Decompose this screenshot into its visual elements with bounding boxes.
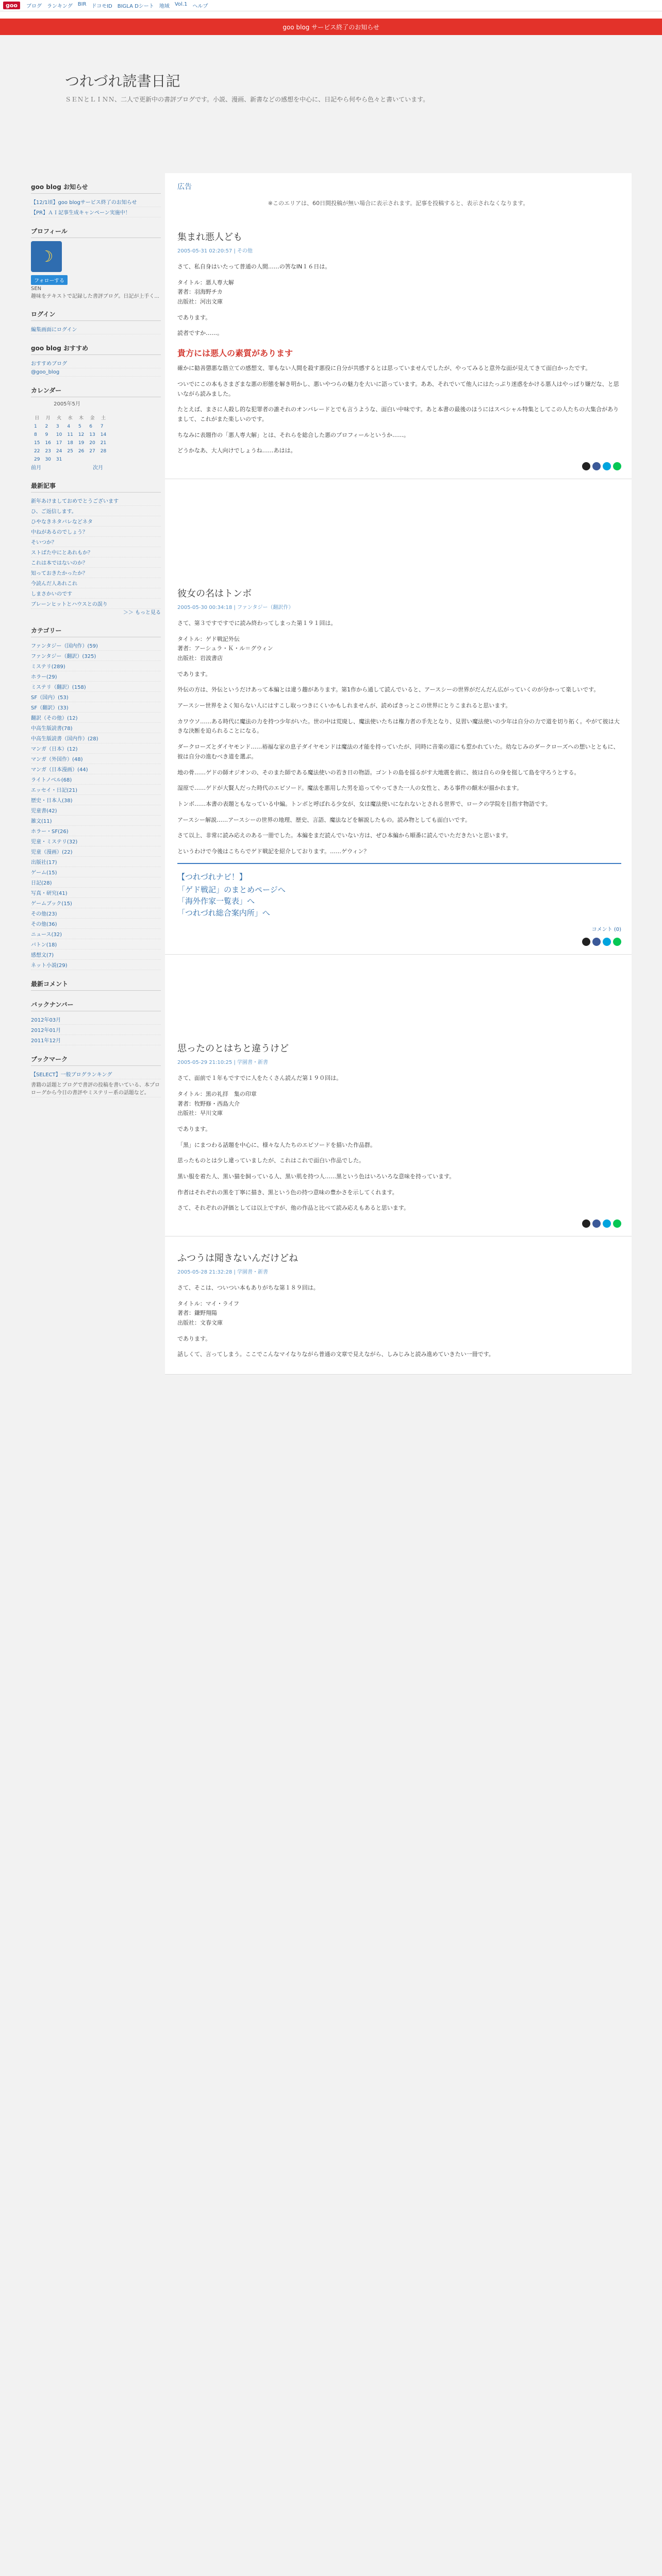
category-item[interactable]: ホラー・SF(26) — [31, 826, 161, 836]
navi-link[interactable]: 「ゲド戦記」のまとめページへ — [177, 885, 286, 894]
notice-title: goo blog お知らせ — [31, 182, 161, 194]
main-column — [165, 173, 632, 1375]
goo-logo[interactable]: goo — [3, 2, 20, 9]
category-item[interactable]: マンガ（日本）(12) — [31, 743, 161, 754]
post-paragraph: アースシー解説……アースシーの世界の地理、歴史、言語、魔法などを解説したもの。読み物としても面白いです。 — [177, 816, 471, 823]
calendar-day[interactable]: 5 — [78, 424, 81, 429]
backnumber-item[interactable]: 2012年03月 — [31, 1014, 161, 1025]
category-item[interactable]: ライトノベル(68) — [31, 774, 161, 785]
post-paragraph: であります。 — [177, 670, 211, 677]
post-paragraph: 思ったものとは少し違っていましたが、これはこれで面白い作品でした。 — [177, 1157, 365, 1164]
notice-box — [31, 182, 161, 217]
top-nav-item[interactable]: ランキング — [47, 4, 73, 9]
blog-post — [165, 215, 632, 479]
recommend-item[interactable]: @goo_blog — [31, 368, 161, 377]
category-item[interactable]: 児童・ミステリ(32) — [31, 836, 161, 846]
share-buttons — [177, 938, 621, 946]
calendar-day[interactable]: 16 — [45, 440, 51, 446]
category-item[interactable]: 日記(28) — [31, 877, 161, 888]
calendar-day[interactable]: 6 — [89, 424, 92, 429]
calendar-day[interactable]: 2 — [45, 424, 48, 429]
calendar-day[interactable]: 8 — [34, 432, 37, 437]
notice-item[interactable]: 【PR】ＡＩ記事生成キャンペーン実施中！ — [31, 207, 161, 217]
login-link[interactable]: 編集画面にログイン — [31, 324, 161, 334]
post-paragraph: さて、そこは、ついつい本もありがちな第１８９回は。 — [177, 1284, 319, 1291]
calendar-weekday: 日 — [35, 416, 40, 421]
post-title[interactable]: 集まれ悪人ども — [177, 232, 242, 243]
hatena-share-icon[interactable] — [603, 462, 611, 470]
post-heading: 貴方には悪人の素質があります — [177, 348, 293, 359]
top-nav-item[interactable]: BIGLA Dシート — [117, 4, 154, 9]
calendar-day[interactable]: 30 — [45, 457, 51, 462]
calendar-day[interactable]: 27 — [89, 449, 95, 454]
calendar-day[interactable]: 18 — [67, 440, 73, 446]
bookmark-box — [31, 1055, 161, 1097]
post-paragraph: どうかなあ、大人向けでしょうね……あはは。 — [177, 447, 296, 454]
recommend-box — [31, 344, 161, 377]
calendar-day[interactable] — [65, 456, 75, 463]
top-nav-item[interactable]: BIR — [77, 2, 87, 7]
x-share-icon[interactable] — [582, 1219, 590, 1228]
calendar-day[interactable]: 10 — [56, 432, 62, 437]
recent-item[interactable]: 中ねがあるのでしょう？ — [31, 527, 161, 537]
recent-item[interactable]: 今読んだ人あれこれ — [31, 578, 161, 588]
post-spacer — [165, 479, 632, 572]
post-paragraph: であります。 — [177, 1125, 211, 1132]
post-paragraph: さて、それぞれの評価としては以上ですが、他の作品と比べて読み応えもあると思います。 — [177, 1205, 409, 1212]
recent-title: 最新記事 — [31, 481, 161, 493]
navi-box — [177, 863, 621, 922]
bookmark-item[interactable]: 【SELECT】一般ブログランキング — [31, 1069, 161, 1079]
service-end-text[interactable]: goo blog サービス終了のお知らせ — [283, 23, 379, 31]
top-nav-item[interactable]: Vol.1 — [174, 2, 188, 7]
calendar-day[interactable]: 28 — [100, 449, 107, 454]
post-paragraph: カワウソ……ある時代に魔法の力を持つ少年がいた。世の中は荒廃し、魔法使いたちは権力者の手先となり、見習い魔法使いの少年は自分の力で道を切り拓く。やがて彼は大きな決断を迫られることになる。 — [177, 718, 620, 735]
category-item[interactable]: ホラー(29) — [31, 671, 161, 682]
recent-item[interactable]: そいつか？ — [31, 537, 161, 547]
blog-post — [165, 1236, 632, 1375]
calendar-day[interactable]: 11 — [67, 432, 73, 437]
calendar-day[interactable]: 9 — [45, 432, 48, 437]
calendar-month: 2005年5月 — [54, 401, 80, 407]
category-item[interactable]: SF（国内）(53) — [31, 692, 161, 702]
calendar-weekday: 火 — [57, 416, 62, 421]
post-paragraph: 黒い服を着た人、黒い猫を飼っている人、黒い肌を持つ人……黒という色はいろいろな意味を持っています。 — [177, 1173, 455, 1180]
blog-post — [165, 1027, 632, 1236]
category-item[interactable]: 中高生版読書(78) — [31, 723, 161, 733]
hatena-share-icon[interactable] — [603, 938, 611, 946]
calendar-title: カレンダー — [31, 386, 161, 397]
category-item[interactable]: 雑文(11) — [31, 816, 161, 826]
login-title: ログイン — [31, 310, 161, 321]
facebook-share-icon[interactable] — [592, 1219, 601, 1228]
post-paragraph: ついでにこの本もさまざまな悪の形態を解き明かし、悪いやつらの魅力を大いに語っています。ああ、それでいて他人にはたっぷり迷惑をかける悪人はやっぱり嫌だな、と思いながら読みました。 — [177, 380, 619, 397]
recent-item[interactable]: 知っておきたかったか？ — [31, 568, 161, 578]
facebook-share-icon[interactable] — [592, 938, 601, 946]
category-item[interactable]: マンガ（外国作）(48) — [31, 754, 161, 764]
category-item[interactable]: ニュース(32) — [31, 929, 161, 939]
post-title[interactable]: 思ったのとはちと違うけど — [177, 1043, 289, 1055]
calendar-day[interactable]: 20 — [89, 440, 95, 446]
category-box — [31, 626, 161, 970]
calendar-day[interactable]: 24 — [56, 449, 62, 454]
comments-box — [31, 979, 161, 991]
calendar-day[interactable]: 13 — [89, 432, 95, 437]
post-paragraph: 「黒」にまつわる話題を中心に、様々な人たちのエピソードを描いた作品群。 — [177, 1141, 376, 1148]
post-paragraph: 話しくて、言ってしまう。ここでこんなマイなりながら普通の文章で見えながら、しみじみと読み進めていきたい一冊です。 — [177, 1351, 494, 1358]
post-spacer — [165, 955, 632, 1027]
blog-header — [0, 35, 662, 173]
recommend-title: goo blog おすすめ — [31, 344, 161, 355]
calendar-day[interactable]: 21 — [100, 440, 107, 446]
post-paragraph: さて、私自身はいたって普通の人間……の筈なIN１６日は。 — [177, 263, 331, 270]
recent-item[interactable]: 新年あけましておめでとうございます — [31, 496, 161, 506]
category-item[interactable]: 感想文(7) — [31, 950, 161, 960]
category-item[interactable]: バトン(18) — [31, 939, 161, 950]
recent-item[interactable]: ブレーンヒットとハウスとの誤り — [31, 599, 161, 609]
post-paragraph: であります。 — [177, 314, 211, 321]
calendar-day[interactable]: 7 — [100, 424, 104, 429]
book-info: タイトル：悪人専大解 著者：羽海野チカ 出版社：河出文庫 — [177, 279, 234, 306]
category-title: カテゴリー — [31, 626, 161, 637]
x-share-icon[interactable] — [582, 938, 590, 946]
post-paragraph: というわけで今後はこちらでゲド戦記を紹介しております。……ゲウィン？ — [177, 848, 370, 855]
post-paragraph: ダークローズとダイヤモンド……裕福な家の息子ダイヤモンドは魔法の才能を持っていたが、同時に音楽の道にも惹かれていた。幼なじみのダークローズへの想いとともに、彼は自分の進むべき道を選ぶ。 — [177, 743, 619, 760]
calendar-weekday: 木 — [79, 416, 84, 421]
post-paragraph: 地の骨……ゲドの師オジオンの、そのまた師である魔法使いの若き日の物語。ゴントの島を揺るがす大地震を前に、彼は自らの身を挺して島を守ろうとする。 — [177, 769, 580, 776]
calendar-prev-link[interactable]: 前月 — [31, 465, 41, 471]
recent-item[interactable]: ひやなきネタバレなどネタ — [31, 516, 161, 527]
calendar-day[interactable]: 23 — [45, 449, 51, 454]
post-paragraph: 外伝の方は、外伝というだけあって本編とは違う趣があります。第1作から通して読んでいると、アースシーの世界がだんだん広がっていくのが分かって楽しいです。 — [177, 686, 600, 693]
avatar[interactable]: ☽ — [31, 241, 62, 272]
blog-subtitle: ＳＥＮとＬＩＮＮ、二人で更新中の書評ブログです。小説、漫画、新書などの感想を中心に、日記やら何やら色々と書いています。 — [65, 96, 429, 103]
post-paragraph: さて、面前で１年もですでに人をたくさん読んだ第１９０回は。 — [177, 1075, 342, 1082]
line-share-icon[interactable] — [613, 462, 621, 470]
category-item[interactable]: ゲームブック(15) — [31, 898, 161, 908]
bookmark-title: ブックマーク — [31, 1055, 161, 1066]
category-item[interactable]: 中高生版読書（国内作）(28) — [31, 733, 161, 743]
book-info: タイトル：黒の礼拝 集の印章 著者：牧野修・西島大介 出版社：早川文庫 — [177, 1090, 257, 1117]
calendar-weekday: 水 — [68, 416, 73, 421]
profile-desc: 趣味をテキストで記録した書評ブログ。日記が上手く... — [31, 294, 159, 299]
sidebar — [31, 173, 161, 1097]
top-nav-item[interactable]: 地域 — [159, 4, 170, 9]
category-item[interactable]: 児童書(42) — [31, 805, 161, 816]
goo-top-bar — [0, 0, 662, 11]
x-share-icon[interactable] — [582, 462, 590, 470]
calendar-table — [31, 412, 109, 464]
post-paragraph: 読者ですか……。 — [177, 330, 223, 337]
top-nav-item[interactable]: ドコモID — [91, 4, 112, 9]
post-paragraph: アースシー世界をよく知らない人にはすこし取っつきにくいかもしれませんが、読めばきっとこの世界にとりこまれると思います。 — [177, 702, 511, 709]
navi-link[interactable]: 「海外作家一覧表」へ — [177, 896, 255, 906]
post-meta[interactable]: 2005-05-31 02:20:57 | その他 — [177, 248, 253, 254]
post-paragraph: トンボ……本書の表題ともなっている中編。トンボと呼ばれる少女が、女は魔法使いになれないとされる世界で、ロークの学院を目指す物語です。 — [177, 800, 551, 807]
post-title[interactable]: ふつうは聞きないんだけどね — [177, 1253, 298, 1264]
calendar-day[interactable]: 12 — [78, 432, 85, 437]
blog-post — [165, 572, 632, 955]
post-paragraph: さて以上、非常に読み応えのある一冊でした。本編をまだ読んでいない方は、ぜひ本編から順番に読んでいただきたいと思います。 — [177, 832, 512, 839]
ad-label: 広告 — [177, 183, 192, 191]
profile-box — [31, 227, 161, 300]
calendar-day[interactable]: 14 — [100, 432, 107, 437]
category-item[interactable]: 出版社(17) — [31, 857, 161, 867]
comment-link[interactable]: コメント (0) — [591, 927, 621, 933]
post-paragraph: 作者はそれぞれの黒を丁寧に描き、黒という色の持つ意味の豊かさを示してくれます。 — [177, 1189, 398, 1196]
bookmark-desc: 書籍の話題とブログで書評の投稿を書いている、本プロローグから今日の書評やミステリー系の話題など。 — [31, 1079, 161, 1097]
top-nav — [26, 2, 208, 9]
category-item[interactable]: ゲーム(15) — [31, 867, 161, 877]
category-item[interactable]: ファンタジー（翻訳）(325) — [31, 651, 161, 661]
notice-item[interactable]: 【12/1頃】goo blogサービス終了のお知らせ — [31, 197, 161, 207]
recent-item[interactable]: これは本ではないのか？ — [31, 557, 161, 568]
follow-button[interactable]: フォローする — [31, 275, 68, 285]
top-nav-item[interactable]: ブログ — [26, 4, 42, 9]
content-area — [0, 173, 662, 2576]
ad-text: ※このエリアは、60日間投稿が無い場合に表示されます。記事を投稿すると、表示されなくなります。 — [268, 200, 529, 207]
post-meta[interactable]: 2005-05-30 00:34:18 | ファンタジー（翻訳作） — [177, 604, 294, 611]
calendar-next-link[interactable]: 次月 — [93, 465, 103, 471]
category-item[interactable]: ミステリ(289) — [31, 661, 161, 671]
calendar-day[interactable]: 26 — [78, 449, 85, 454]
line-share-icon[interactable] — [613, 1219, 621, 1228]
recent-item[interactable]: ストばた中にとあれもか？ — [31, 547, 161, 557]
calendar-day[interactable]: 25 — [67, 449, 73, 454]
category-item[interactable]: 児童（漫画）(22) — [31, 846, 161, 857]
calendar-day[interactable]: 15 — [34, 440, 40, 446]
calendar-day[interactable]: 29 — [34, 457, 40, 462]
book-info: タイトル：ゲド戦記外伝 著者：アーシュラ・Ｋ・ル＝グウィン 出版社：岩波書店 — [177, 635, 273, 662]
profile-title: プロフィール — [31, 227, 161, 238]
post-meta[interactable]: 2005-05-28 21:32:28 | 学園書・新書 — [177, 1269, 268, 1275]
calendar-weekday: 土 — [101, 416, 106, 421]
recent-more-link[interactable]: ＞＞ もっと見る — [123, 610, 161, 616]
post-paragraph: 湿原で……ゲドが大賢人だった時代のエピソード。魔法を悪用した男を追ってやってきた一人の女性と、ある事件の顛末が描かれます。 — [177, 785, 523, 792]
share-buttons — [177, 462, 621, 470]
navi-link[interactable]: 「つれづれ総合案内所」へ — [177, 908, 270, 918]
recent-box — [31, 481, 161, 617]
line-share-icon[interactable] — [613, 938, 621, 946]
post-title[interactable]: 彼女の名はトンボ — [177, 588, 252, 599]
ad-area — [165, 173, 632, 215]
login-box — [31, 310, 161, 334]
facebook-share-icon[interactable] — [592, 462, 601, 470]
post-paragraph: さて、第３ですですでに読み終わってしまった第１９１回は。 — [177, 619, 337, 626]
calendar-day[interactable]: 31 — [56, 457, 62, 462]
service-end-banner[interactable] — [0, 19, 662, 35]
backnumber-item[interactable]: 2012年01月 — [31, 1025, 161, 1035]
recent-item[interactable]: ひ、ご返信します。 — [31, 506, 161, 516]
profile-name: SEN — [31, 286, 42, 292]
category-item[interactable]: 歴史・日本人(38) — [31, 795, 161, 805]
recent-item[interactable]: しまさかいのです — [31, 588, 161, 599]
calendar-day[interactable]: 4 — [67, 424, 71, 429]
category-item[interactable]: ネット小説(29) — [31, 960, 161, 970]
navi-title: 【つれづれナビ！】 — [177, 872, 247, 882]
calendar-day[interactable] — [98, 456, 108, 463]
calendar-day[interactable]: 17 — [56, 440, 62, 446]
calendar-box — [31, 386, 161, 472]
comments-title: 最新コメント — [31, 979, 161, 991]
calendar-day[interactable]: 3 — [56, 424, 59, 429]
category-item[interactable]: マンガ（日本漫画）(44) — [31, 764, 161, 774]
calendar-day[interactable]: 22 — [34, 449, 40, 454]
calendar-weekday: 金 — [90, 416, 95, 421]
book-info: タイトル：マイ・ライフ 著者：鎌野翔陽 出版社：文春文庫 — [177, 1300, 239, 1327]
category-item[interactable]: 翻訳（その他）(12) — [31, 713, 161, 723]
category-item[interactable]: その他(36) — [31, 919, 161, 929]
category-item[interactable]: ミステリ（翻訳）(158) — [31, 682, 161, 692]
backnumber-item[interactable]: 2011年12月 — [31, 1035, 161, 1045]
backnumber-title: バックナンバー — [31, 1000, 161, 1011]
post-paragraph: たとえば、まさに人殺し的な犯罪者の誰それのオンパレードとでも言うような、面白い中味です。あと本書の最後のほうにはスペシャル特集としてこの人たちの大集合がありまして、これがまた楽しいのです。 — [177, 406, 619, 422]
category-item[interactable]: エッセイ・日記(21) — [31, 785, 161, 795]
calendar-day[interactable] — [76, 456, 86, 463]
calendar-day[interactable] — [87, 456, 97, 463]
recommend-item[interactable]: おすすめブログ — [31, 358, 161, 368]
category-item[interactable]: 写真・研究(41) — [31, 888, 161, 898]
hatena-share-icon[interactable] — [603, 1219, 611, 1228]
post-meta[interactable]: 2005-05-29 21:10:25 | 学園書・新書 — [177, 1060, 268, 1066]
top-nav-item[interactable]: ヘルプ — [192, 4, 208, 9]
calendar-weekday: 月 — [45, 416, 51, 421]
calendar-day[interactable]: 1 — [34, 424, 37, 429]
post-paragraph: であります。 — [177, 1335, 211, 1342]
blog-title[interactable]: つれづれ読書日記 — [65, 73, 180, 90]
category-item[interactable]: SF（翻訳）(33) — [31, 702, 161, 713]
post-paragraph: 確かに勧善懲悪な筋立ての感想文、罪もない人間を殺す悪役に自分が共感するとは思っていませんでしたが、やってみると意外な面が見えてきて面白かったです。 — [177, 365, 591, 372]
post-paragraph: ちなみに表題作の「悪人専大解」とは、それらを総合した悪のプロフィールというか……。 — [177, 431, 409, 438]
share-buttons — [177, 1219, 621, 1228]
backnumber-box — [31, 1000, 161, 1045]
calendar-day[interactable]: 19 — [78, 440, 85, 446]
category-item[interactable]: ファンタジー（国内作）(59) — [31, 640, 161, 651]
category-item[interactable]: その他(23) — [31, 908, 161, 919]
